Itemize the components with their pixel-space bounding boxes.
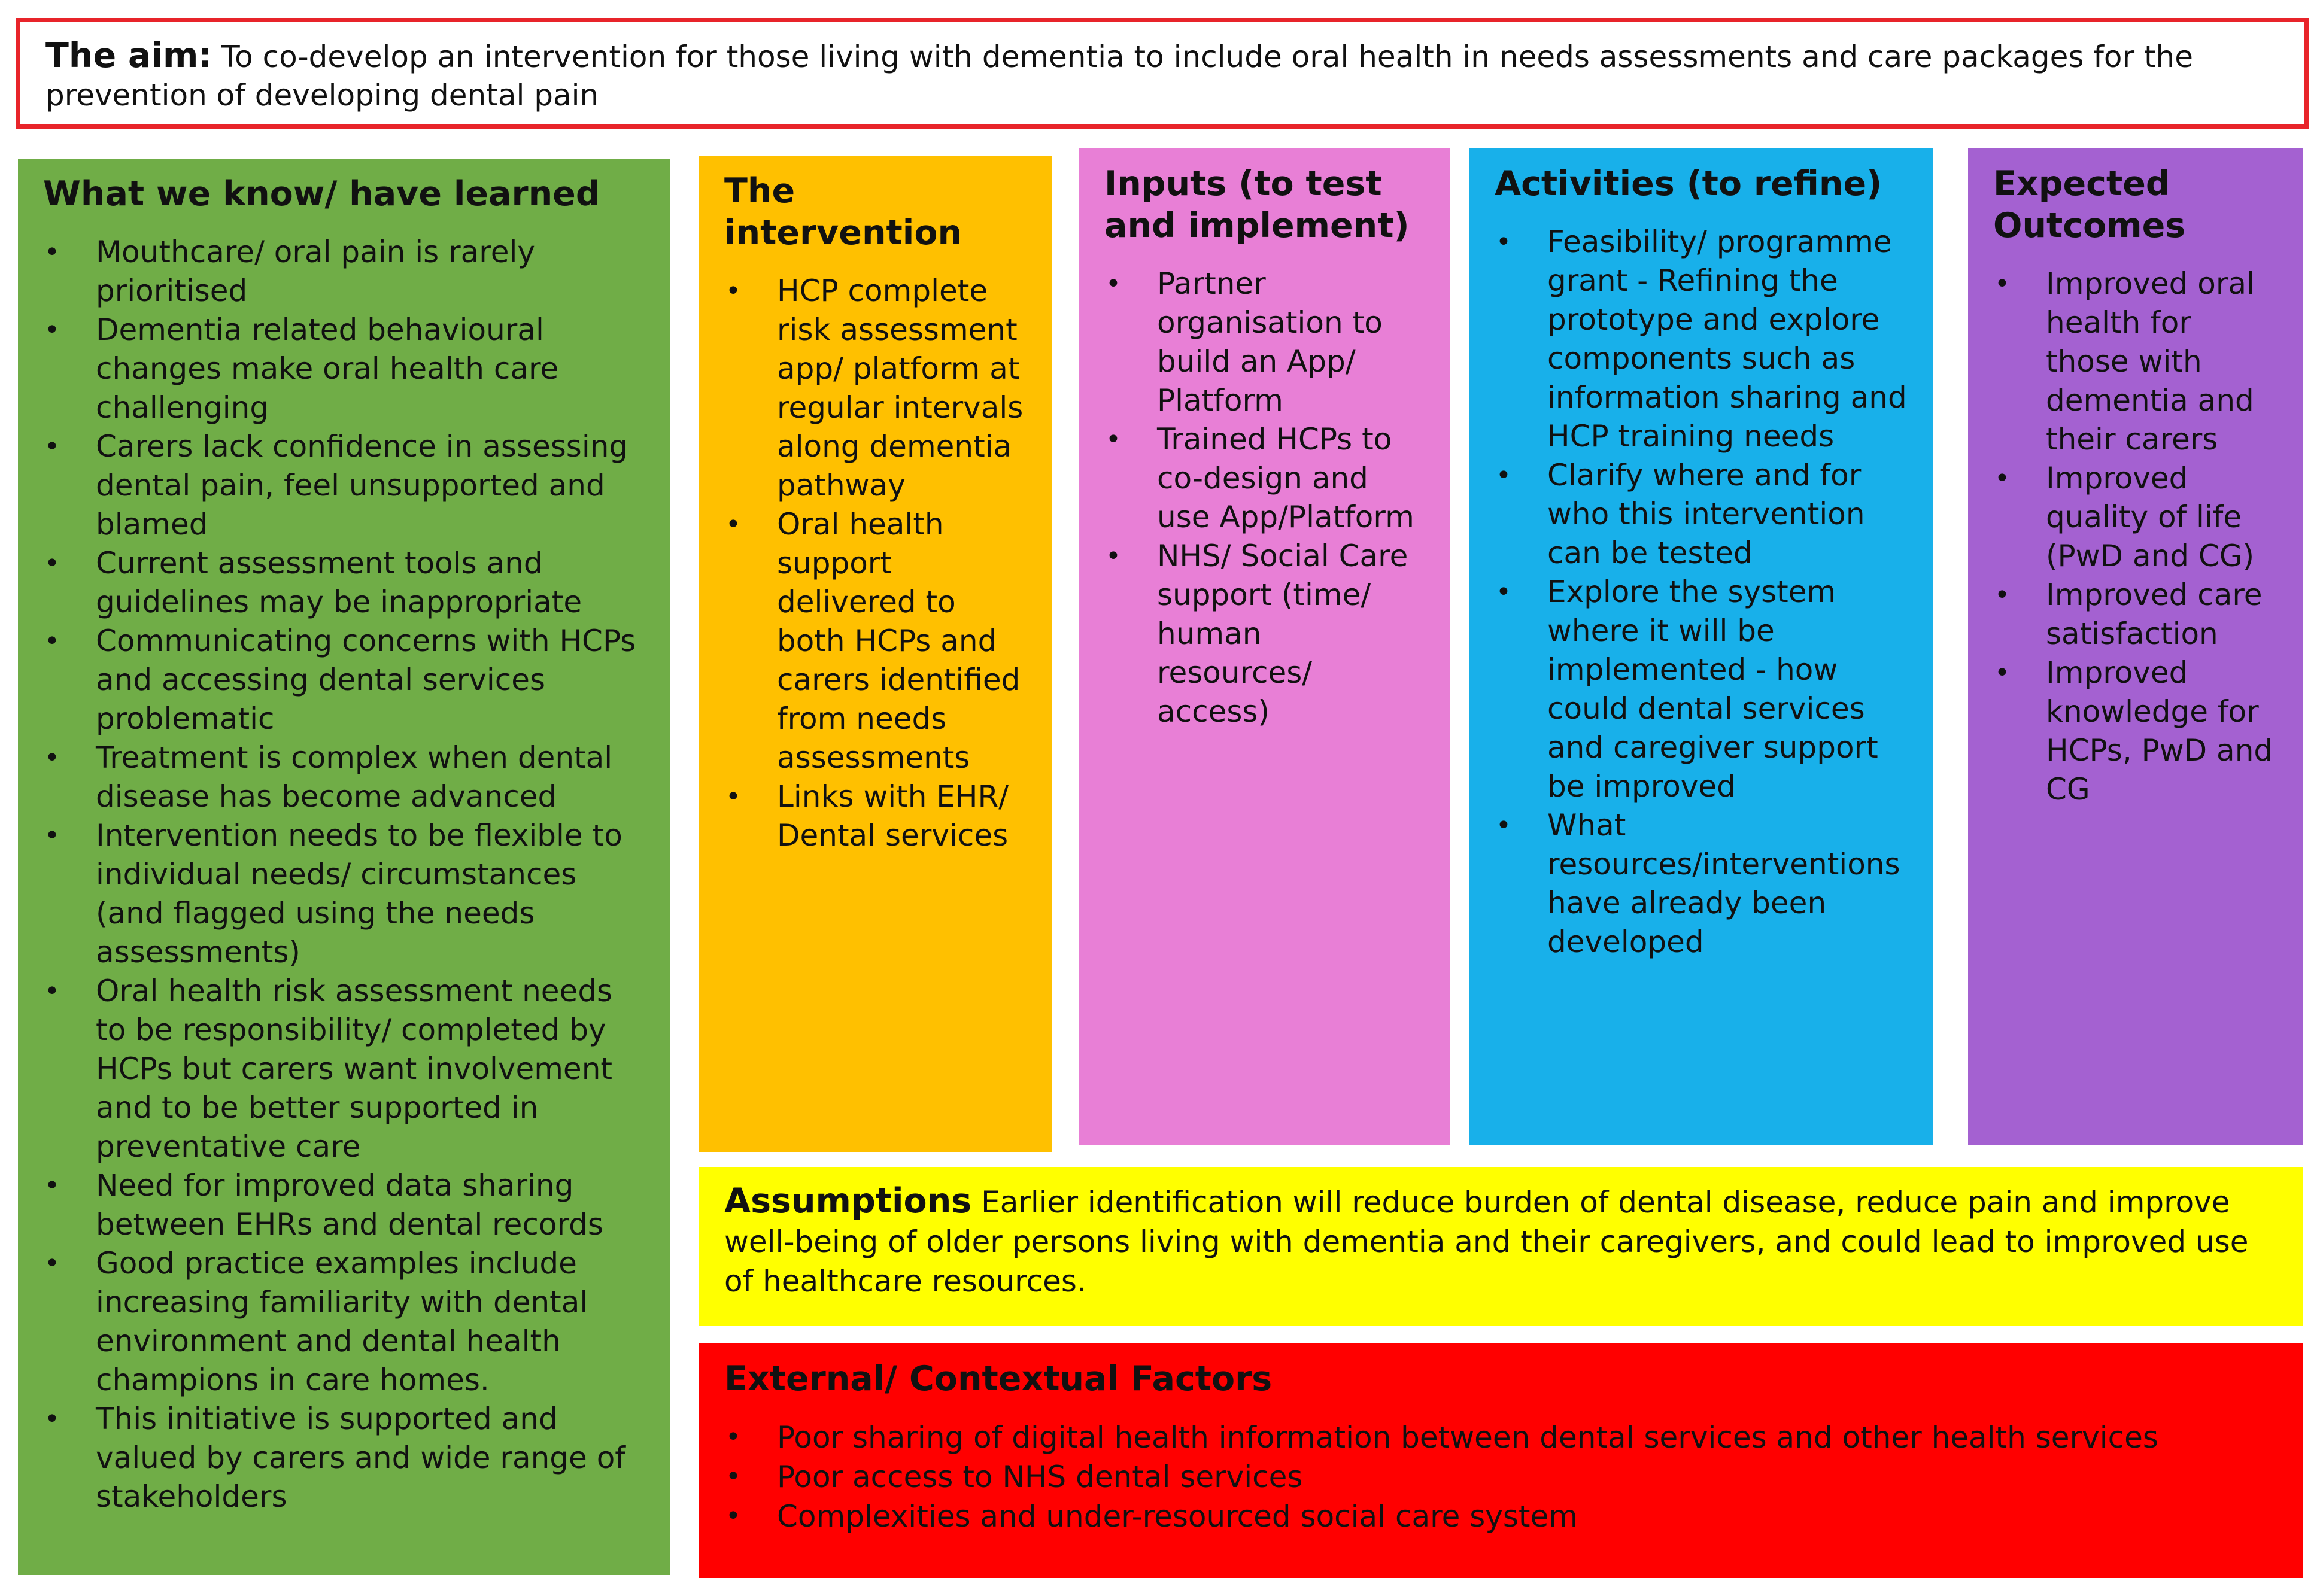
list-item-text: Improved care satisfaction	[2046, 577, 2263, 651]
bullet-icon: •	[1496, 460, 1511, 491]
bullet-icon: •	[44, 315, 60, 345]
bullet-icon: •	[725, 1422, 741, 1452]
bullet-icon: •	[44, 626, 60, 656]
bullet-icon: •	[725, 1501, 741, 1531]
list-item-text: Improved quality of life (PwD and CG)	[2046, 461, 2255, 573]
inputs-heading: Inputs (to test and implement)	[1104, 164, 1410, 245]
list-item-text: Trained HCPs to co-design and use App/Platform	[1157, 422, 1414, 534]
bullet-icon: •	[44, 431, 60, 462]
what-we-know-panel	[18, 159, 670, 1575]
list-item	[1993, 265, 2278, 459]
list-item-text: Clarify where and for who this intervention can be tested	[1547, 458, 1865, 570]
list-item-text: Need for improved data sharing between EHRs and dental records	[96, 1168, 603, 1242]
what-we-know-list	[43, 233, 645, 1516]
list-item	[1993, 576, 2278, 653]
bullet-icon: •	[1994, 580, 2010, 610]
list-item	[1495, 573, 1908, 806]
list-item-text: Mouthcare/ oral pain is rarely prioritised	[96, 235, 535, 308]
outcomes-list	[1993, 265, 2278, 809]
outcomes-heading: Expected Outcomes	[1993, 164, 2186, 245]
external-factors-panel	[699, 1343, 2303, 1578]
list-item-text: Oral health support delivered to both HCPs and carers identified from needs assessments	[777, 507, 1021, 775]
assumptions-box	[699, 1167, 2303, 1326]
bullet-icon: •	[1496, 810, 1511, 841]
aim-label: The aim:	[45, 36, 212, 75]
bullet-icon: •	[725, 1461, 741, 1492]
assumptions-label: Assumptions	[724, 1181, 972, 1221]
external-factors-list	[724, 1418, 2278, 1536]
bullet-icon: •	[44, 1171, 60, 1201]
activities-panel	[1469, 148, 1933, 1145]
external-factors-heading: External/ Contextual Factors	[724, 1359, 1273, 1399]
list-item-text: Carers lack confidence in assessing dental pain, feel unsupported and blamed	[96, 429, 628, 542]
list-item-text: Oral health risk assessment needs to be responsibility/ completed by HCPs but carers want involvement and to be better supported in preventative care	[96, 974, 613, 1164]
bullet-icon: •	[44, 820, 60, 851]
list-item	[1495, 806, 1908, 962]
list-item-text: Poor sharing of digital health information between dental services and other health services	[777, 1420, 2158, 1455]
bullet-icon: •	[44, 237, 60, 267]
list-item	[1993, 459, 2278, 576]
list-item-text: Treatment is complex when dental disease has become advanced	[96, 740, 613, 814]
list-item	[724, 272, 1027, 505]
bullet-icon: •	[1106, 541, 1121, 571]
list-item	[43, 738, 645, 816]
list-item-text: NHS/ Social Care support (time/ human resources/ access)	[1157, 539, 1408, 729]
assumptions-text: Earlier identification will reduce burden of dental disease, reduce pain and improve well-being of older persons living with dementia and their caregivers, and could lead to improved use of healthcare resources.	[724, 1185, 2249, 1299]
list-item	[43, 233, 645, 311]
list-item	[43, 972, 645, 1166]
bullet-icon: •	[725, 782, 741, 812]
list-item-text: Partner organisation to build an App/ Platform	[1157, 266, 1383, 418]
bullet-icon: •	[44, 743, 60, 773]
aim-box	[16, 18, 2309, 129]
list-item	[1104, 537, 1425, 731]
bullet-icon: •	[44, 548, 60, 579]
list-item	[724, 505, 1027, 777]
bullet-icon: •	[725, 276, 741, 306]
list-item	[43, 1166, 645, 1244]
list-item	[43, 816, 645, 972]
list-item-text: HCP complete risk assessment app/ platform at regular intervals along dementia pathway	[777, 273, 1024, 503]
inputs-list	[1104, 265, 1425, 731]
list-item	[724, 1457, 2278, 1497]
list-item	[43, 1400, 645, 1516]
intervention-heading: The intervention	[724, 171, 962, 253]
inputs-panel	[1079, 148, 1450, 1145]
list-item-text: Improved oral health for those with dementia and their carers	[2046, 266, 2255, 457]
bullet-icon: •	[44, 1404, 60, 1434]
bullet-icon: •	[1994, 269, 2010, 299]
list-item	[1993, 653, 2278, 809]
what-we-know-heading: What we know/ have learned	[43, 174, 600, 214]
intervention-panel	[699, 156, 1052, 1152]
aim-text: To co-develop an intervention for those living with dementia to include oral health in needs assessments and care packages for the prevention of developing dental pain	[45, 39, 2194, 113]
list-item-text: Feasibility/ programme grant - Refining the prototype and explore components such as information sharing and HCP training needs	[1547, 224, 1907, 454]
bullet-icon: •	[1994, 463, 2010, 494]
list-item	[43, 544, 645, 622]
list-item	[1104, 420, 1425, 537]
bullet-icon: •	[44, 1248, 60, 1279]
list-item-text: This initiative is supported and valued by carers and wide range of stakeholders	[96, 1402, 625, 1514]
bullet-icon: •	[1106, 269, 1121, 299]
list-item	[43, 311, 645, 427]
bullet-icon: •	[1496, 227, 1511, 257]
list-item-text: Complexities and under-resourced social care system	[777, 1499, 1578, 1534]
list-item	[724, 1497, 2278, 1536]
bullet-icon: •	[1106, 424, 1121, 455]
list-item	[724, 777, 1027, 855]
activities-heading: Activities (to refine)	[1495, 164, 1882, 203]
list-item-text: Good practice examples include increasing familiarity with dental environment and dental health champions in care homes.	[96, 1246, 588, 1397]
list-item	[1495, 223, 1908, 456]
list-item	[724, 1418, 2278, 1457]
list-item-text: Poor access to NHS dental services	[777, 1460, 1303, 1494]
list-item	[1104, 265, 1425, 420]
list-item	[43, 622, 645, 738]
list-item-text: Communicating concerns with HCPs and accessing dental services problematic	[96, 624, 636, 736]
list-item	[1495, 456, 1908, 573]
bullet-icon: •	[44, 976, 60, 1007]
list-item-text: Explore the system where it will be implemented - how could dental services and caregiver support be improved	[1547, 574, 1878, 804]
list-item-text: What resources/interventions have already been developed	[1547, 808, 1900, 959]
list-item-text: Intervention needs to be flexible to individual needs/ circumstances (and flagged using the needs assessments)	[96, 818, 622, 969]
list-item-text: Dementia related behavioural changes make oral health care challenging	[96, 312, 559, 425]
outcomes-panel	[1968, 148, 2303, 1145]
list-item-text: Links with EHR/ Dental services	[777, 779, 1009, 853]
list-item	[43, 1244, 645, 1400]
bullet-icon: •	[725, 509, 741, 540]
activities-list	[1495, 223, 1908, 962]
intervention-list	[724, 272, 1027, 855]
list-item-text: Current assessment tools and guidelines may be inappropriate	[96, 546, 582, 619]
bullet-icon: •	[1994, 658, 2010, 688]
list-item	[43, 427, 645, 544]
list-item-text: Improved knowledge for HCPs, PwD and CG	[2046, 655, 2273, 807]
bullet-icon: •	[1496, 577, 1511, 607]
